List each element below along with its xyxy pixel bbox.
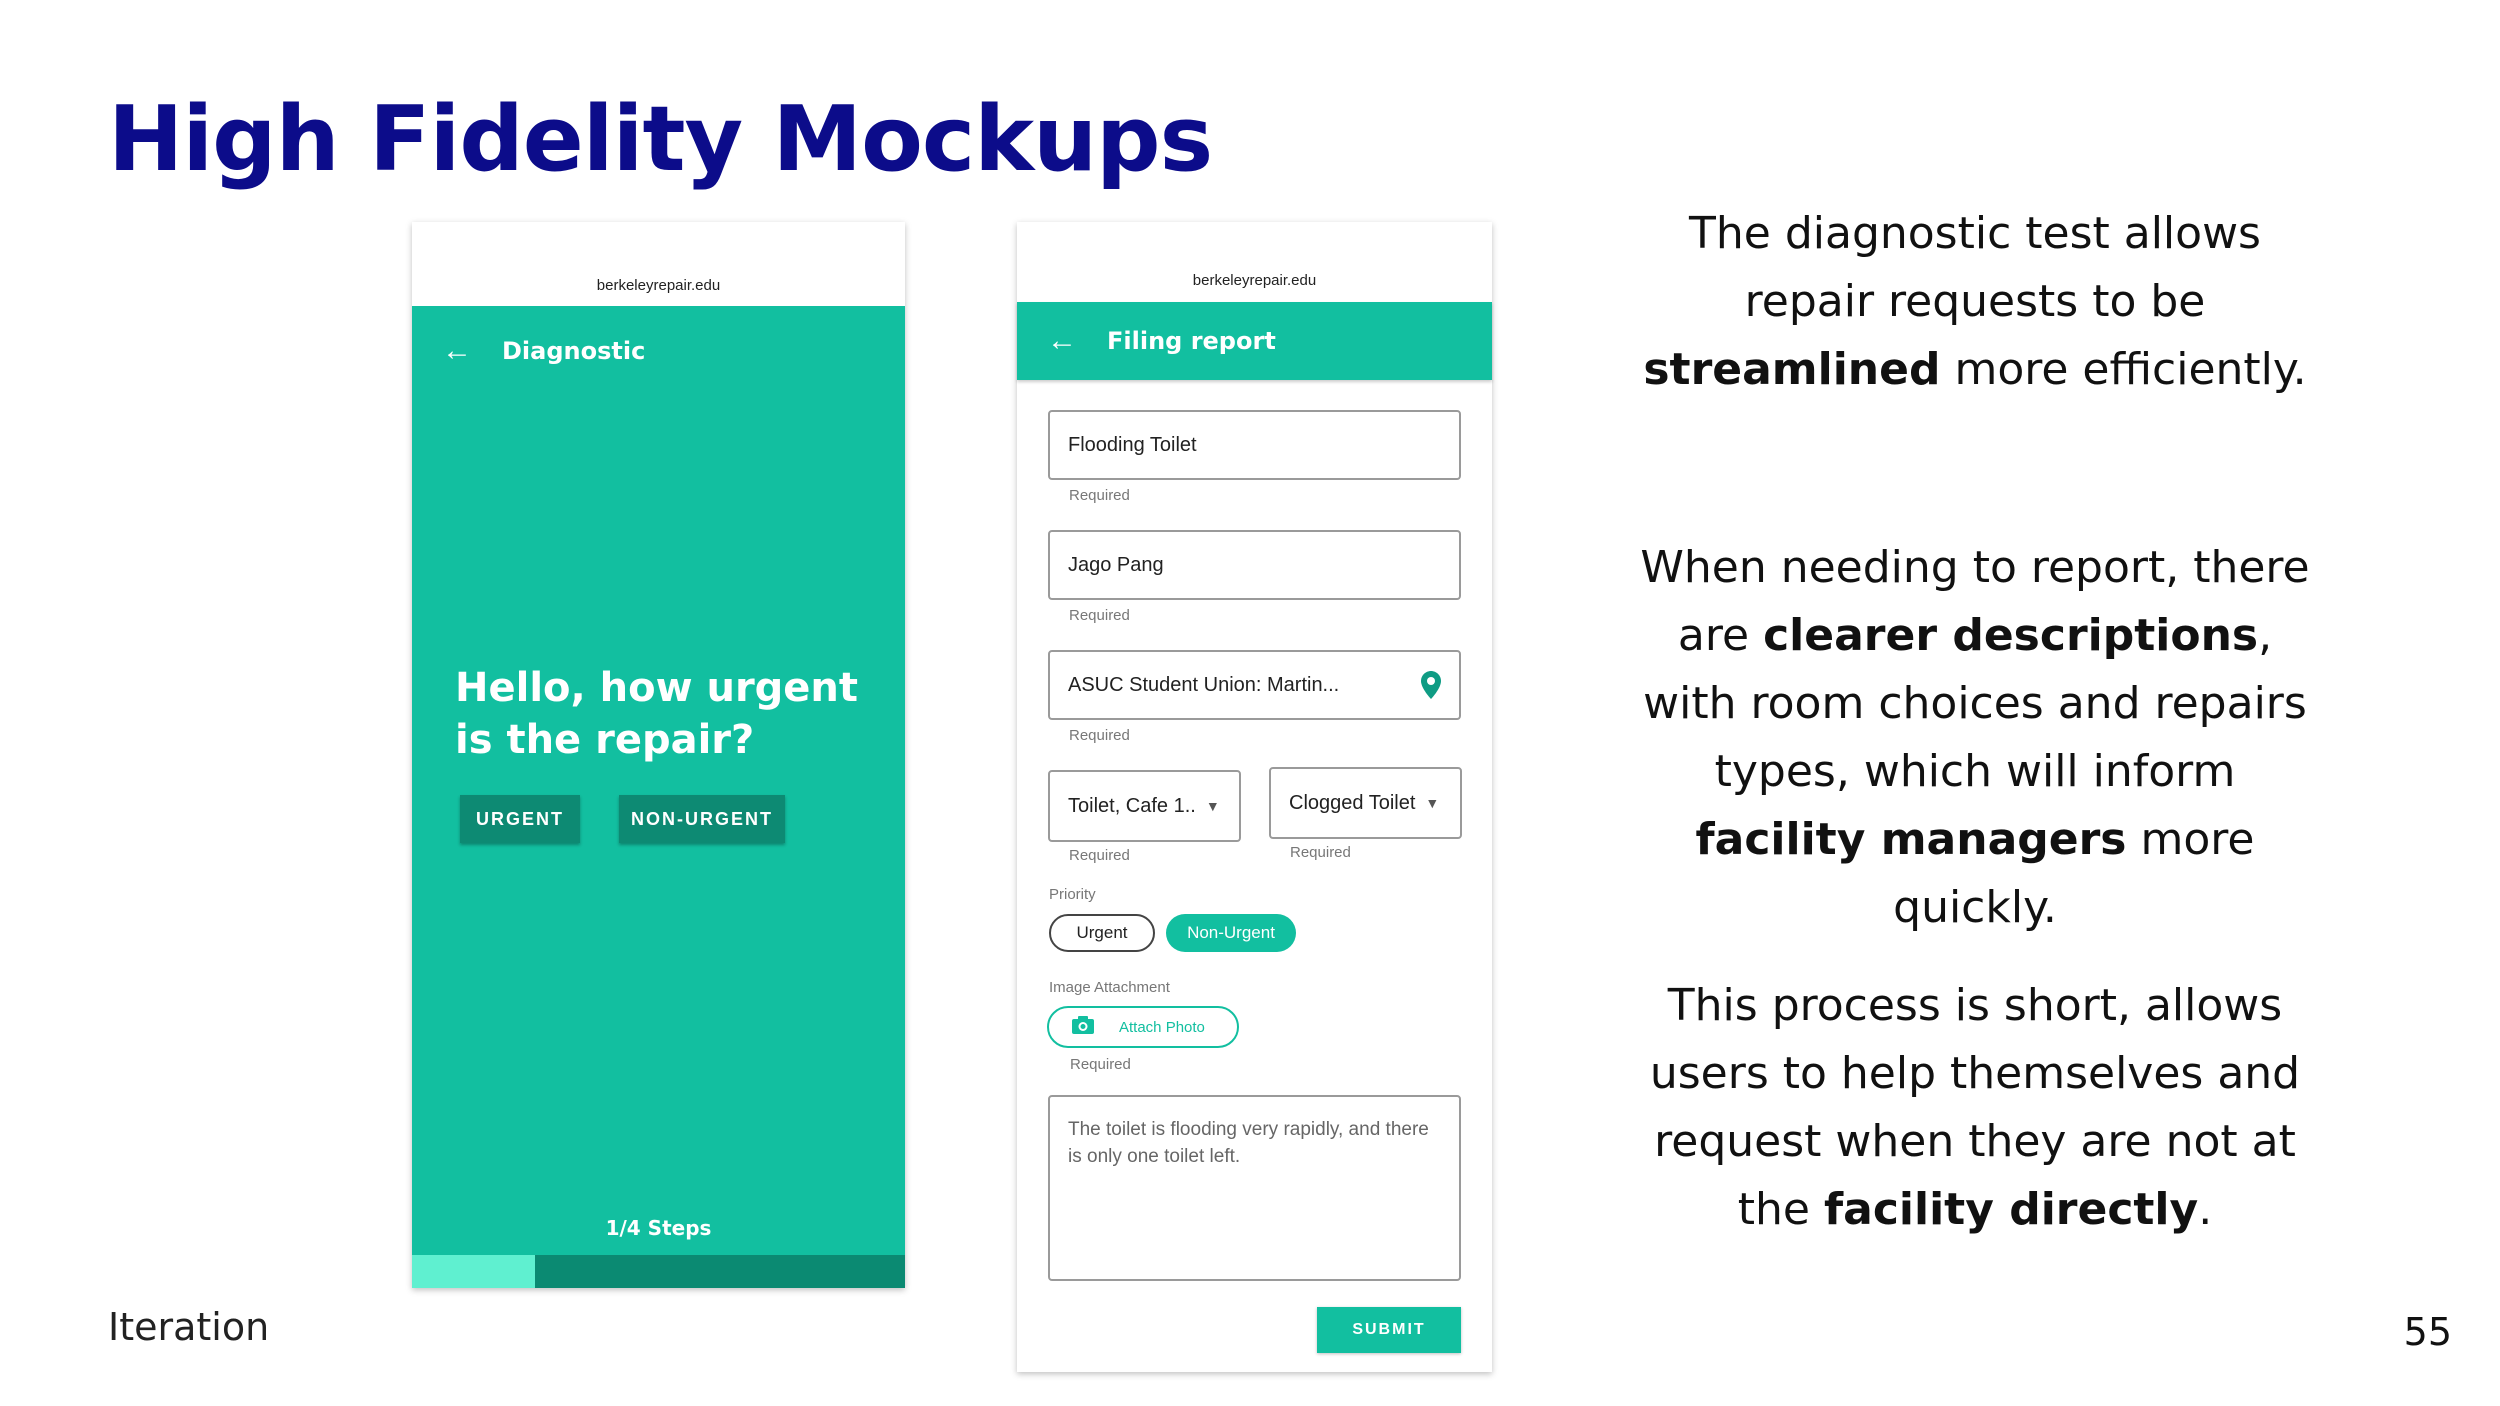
required-helper: Required — [1069, 607, 1130, 624]
emphasis-text: facility directly — [1824, 1184, 2199, 1235]
description-text: . — [2198, 1184, 2213, 1235]
description-text: When needing to report, there are — [1640, 542, 2310, 661]
app-bar — [1017, 302, 1492, 380]
arrow-left-icon[interactable]: ← — [1047, 324, 1077, 357]
room-value: Toilet, Cafe 1.. — [1068, 794, 1196, 817]
steps-label: 1/4 Steps — [605, 1216, 712, 1240]
description-text: The diagnostic test allows repair requests to be — [1689, 208, 2261, 327]
description-text: more efficiently. — [1940, 344, 2307, 395]
chevron-down-icon: ▼ — [1205, 798, 1220, 814]
required-helper: Required — [1290, 844, 1351, 861]
progress-fill — [412, 1255, 535, 1288]
urgent-button[interactable]: URGENT — [460, 795, 580, 843]
description-text: more quickly. — [1893, 814, 2255, 933]
attach-photo-label: Attach Photo — [1119, 1018, 1205, 1036]
location-field[interactable] — [1048, 650, 1461, 720]
priority-urgent-chip[interactable]: Urgent — [1049, 914, 1155, 952]
submit-button[interactable]: SUBMIT — [1317, 1307, 1461, 1353]
attach-photo-button[interactable] — [1047, 1006, 1239, 1048]
description-text: This process is short, allows users to help themselves and request when they are not at the — [1649, 980, 2301, 1235]
location-value: ASUC Student Union: Martin... — [1068, 673, 1340, 696]
room-dropdown[interactable] — [1048, 770, 1241, 842]
screen-title: Diagnostic — [502, 337, 646, 365]
screen-title: Filing report — [1107, 327, 1276, 355]
description-paragraph-1 — [1640, 200, 2310, 404]
emphasis-text: clearer descriptions — [1763, 610, 2259, 661]
emphasis-text: facility managers — [1695, 814, 2127, 865]
diagnostic-phone-mockup — [412, 222, 905, 1288]
filing-report-phone-mockup — [1017, 222, 1492, 1372]
progress-bar — [412, 1255, 905, 1288]
issue-field[interactable] — [1048, 410, 1461, 480]
urgency-question: Hello, how urgent is the repair? — [455, 665, 859, 763]
priority-non-urgent-chip[interactable]: Non-Urgent — [1166, 914, 1296, 952]
required-helper: Required — [1069, 487, 1130, 504]
required-helper: Required — [1070, 1056, 1131, 1073]
non-urgent-button[interactable]: NON-URGENT — [619, 795, 785, 843]
chevron-down-icon: ▼ — [1425, 795, 1440, 811]
image-attachment-label: Image Attachment — [1049, 979, 1170, 996]
map-pin-icon — [1421, 671, 1441, 705]
arrow-left-icon[interactable]: ← — [442, 334, 472, 367]
issue-value: Flooding Toilet — [1068, 433, 1197, 456]
url-bar: berkeleyrepair.edu — [1192, 272, 1317, 289]
section-footer: Iteration — [108, 1305, 270, 1349]
diagnostic-screen — [412, 306, 905, 1255]
repair-type-value: Clogged Toilet — [1289, 791, 1416, 814]
description-textarea[interactable]: The toilet is flooding very rapidly, and there is only one toilet left. — [1048, 1095, 1461, 1281]
repair-type-dropdown[interactable] — [1269, 767, 1462, 839]
page-number: 55 — [2403, 1310, 2452, 1354]
description-text: , with room choices and repairs types, which will inform — [1643, 610, 2307, 797]
required-helper: Required — [1069, 727, 1130, 744]
priority-label: Priority — [1049, 886, 1096, 903]
description-paragraph-2 — [1640, 534, 2310, 942]
description-paragraph-3 — [1640, 972, 2310, 1244]
camera-icon — [1071, 1015, 1095, 1039]
slide-title: High Fidelity Mockups — [108, 87, 1213, 192]
name-field[interactable] — [1048, 530, 1461, 600]
url-bar: berkeleyrepair.edu — [596, 277, 721, 294]
required-helper: Required — [1069, 847, 1130, 864]
app-bar — [412, 306, 905, 396]
name-value: Jago Pang — [1068, 553, 1164, 576]
emphasis-text: streamlined — [1643, 344, 1941, 395]
